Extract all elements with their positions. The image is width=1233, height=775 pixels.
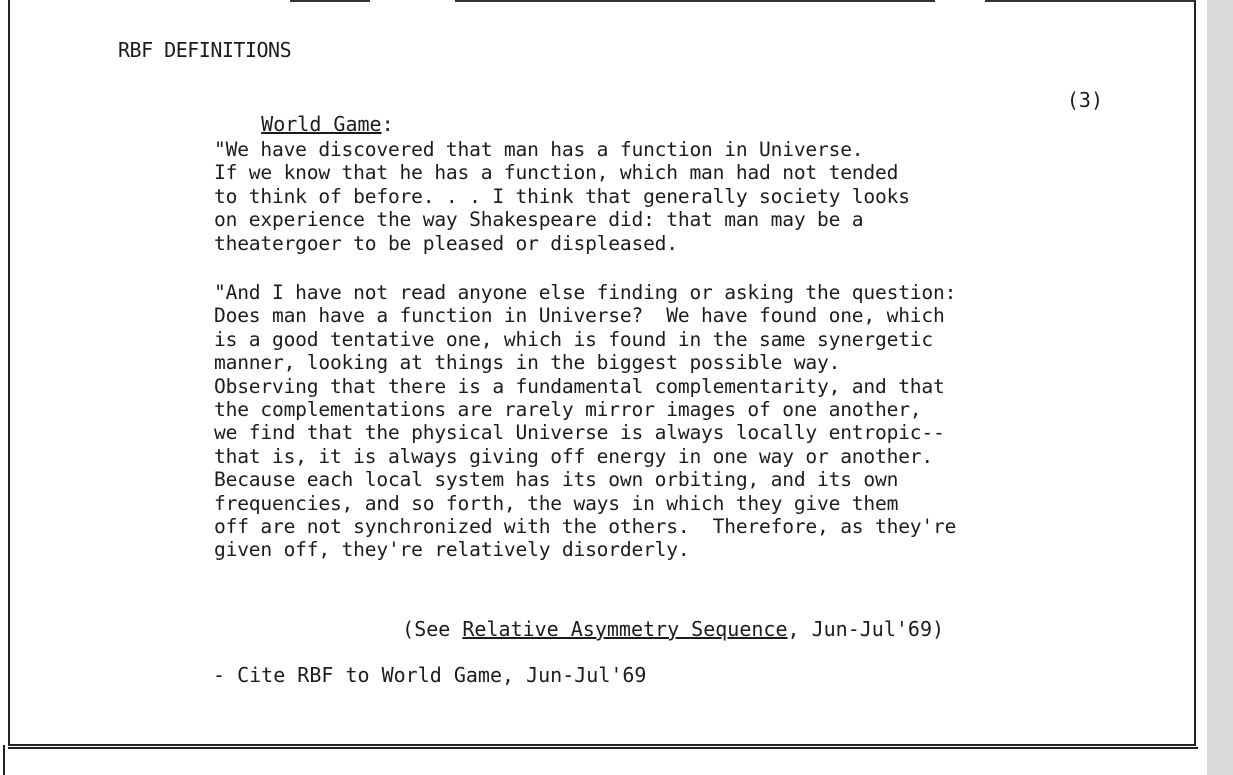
see-also-suffix: , Jun-Jul'69) (787, 617, 945, 641)
see-also-prefix: (See (402, 617, 463, 641)
citation: - Cite RBF to World Game, Jun-Jul'69 (213, 663, 647, 687)
card-top-edge-fragment (455, 0, 935, 2)
card-top-edge-fragment (290, 0, 370, 2)
term-colon: : (381, 112, 394, 136)
quote-paragraph-1: "We have discovered that man has a function in Universe. If we know that he has a function, which man had not tended to think of before. . . I think that generally society looks on experience the way Shakespeare did: that man may be a theatergoer to be pleased or displeased. (214, 138, 910, 255)
see-also-reference (354, 593, 944, 665)
card-top-edge-fragment (985, 0, 1195, 2)
card-bottom-edge (8, 747, 1198, 749)
scan-margin-strip (1207, 0, 1233, 775)
term-number: (3) (1066, 88, 1103, 112)
term-title: World Game (261, 112, 382, 136)
quote-paragraph-2: "And I have not read anyone else finding or asking the question: Does man have a function in Universe? We have found one, which is a good tentative one, which is found in the same synergetic manner, looking at things in the biggest possible way. Observing that there is a fundamental complementarity, and that the complementations are rarely mirror images of one another, we find that the physical Universe is always locally entropic-- that is, it is always giving off energy in one way or another. Because each local system has its own orbiting, and its own frequencies, and so forth, the ways in which they give them off are not synchronized with the others. Therefore, as they're given off, they're relatively disorderly. (214, 281, 957, 562)
page-heading: RBF DEFINITIONS (118, 38, 292, 62)
see-also-title: Relative Asymmetry Sequence (462, 617, 788, 641)
next-card-edge (3, 745, 5, 775)
